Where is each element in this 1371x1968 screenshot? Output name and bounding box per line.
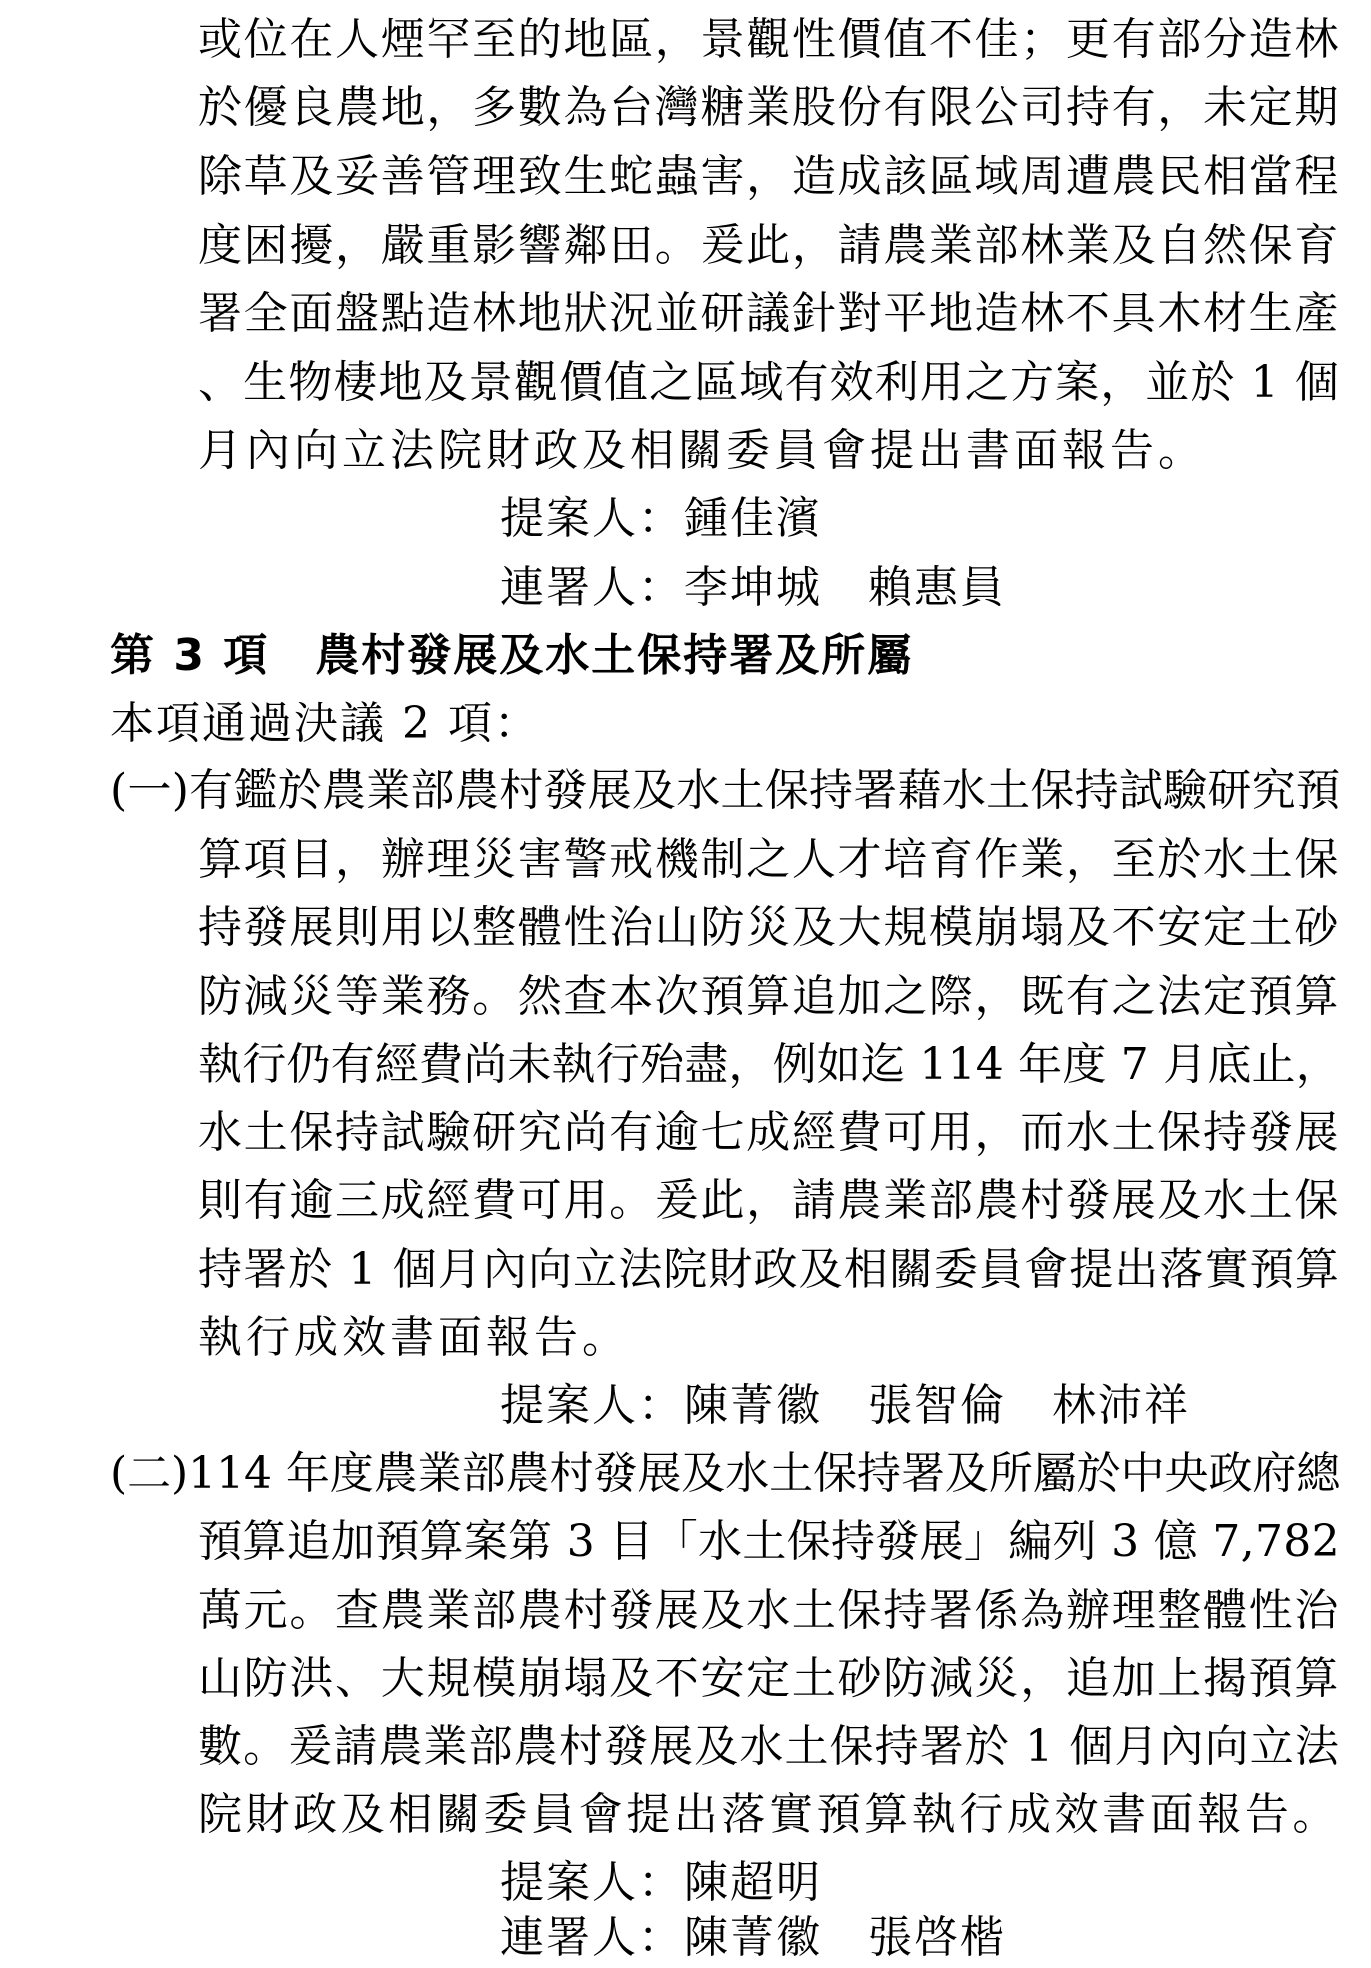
resolution1-line-6: 水土保持試驗研究尚有逾七成經費可用，而水土保持發展 [198, 1107, 1340, 1158]
carryover-line-2: 於優良農地，多數為台灣糖業股份有限公司持有，未定期 [198, 82, 1340, 133]
resolution1-proposer: 提案人：陳菁徽 張智倫 林沛祥 [500, 1380, 1190, 1431]
resolution2-line-1: (二)114 年度農業部農村發展及水土保持署及所屬於中央政府總 [110, 1448, 1341, 1499]
resolution2-cosigners: 連署人：陳菁徽 張啓楷 [500, 1912, 1006, 1963]
resolution2-line-4: 山防洪、大規模崩塌及不安定土砂防減災，追加上揭預算 [198, 1653, 1340, 1704]
resolution2-line-6: 院財政及相關委員會提出落實預算執行成效書面報告。 [198, 1789, 1340, 1840]
resolution2-proposer: 提案人：陳超明 [500, 1857, 822, 1908]
resolution1-line-4: 防減災等業務。然查本次預算追加之際，既有之法定預算 [198, 971, 1340, 1022]
resolution2-line-3: 萬元。查農業部農村發展及水土保持署係為辦理整體性治 [198, 1585, 1340, 1636]
carryover-line-4: 度困擾，嚴重影響鄰田。爰此，請農業部林業及自然保育 [198, 220, 1340, 271]
resolution2-line-2: 預算追加預算案第 3 目「水土保持發展」編列 3 億 7,782 [198, 1516, 1340, 1567]
carryover-line-7: 月內向立法院財政及相關委員會提出書面報告。 [198, 425, 1206, 476]
resolution1-line-8: 持署於 1 個月內向立法院財政及相關委員會提出落實預算 [198, 1244, 1340, 1295]
resolution1-line-3: 持發展則用以整體性治山防災及大規模崩塌及不安定土砂 [198, 902, 1340, 953]
section-heading: 第 3 項 農村發展及水土保持署及所屬 [110, 630, 914, 681]
carryover-line-3: 除草及妥善管理致生蛇蟲害，造成該區域周遭農民相當程 [198, 151, 1340, 202]
section-intro: 本項通過決議 2 項： [110, 698, 540, 749]
carryover-proposer: 提案人：鍾佳濱 [500, 493, 822, 544]
carryover-line-1: 或位在人煙罕至的地區，景觀性價值不佳；更有部分造林 [198, 14, 1340, 65]
resolution1-line-9: 執行成效書面報告。 [198, 1312, 630, 1363]
carryover-line-6: 、生物棲地及景觀價值之區域有效利用之方案，並於 1 個 [198, 357, 1340, 408]
resolution1-line-7: 則有逾三成經費可用。爰此，請農業部農村發展及水土保 [198, 1175, 1340, 1226]
resolution1-line-1: (一)有鑑於農業部農村發展及水土保持署藉水土保持試驗研究預 [110, 765, 1341, 816]
carryover-cosigners: 連署人：李坤城 賴惠員 [500, 562, 1006, 613]
resolution2-line-5: 數。爰請農業部農村發展及水土保持署於 1 個月內向立法 [198, 1721, 1340, 1772]
carryover-line-5: 署全面盤點造林地狀況並研議針對平地造林不具木材生產 [198, 288, 1340, 339]
resolution1-line-5: 執行仍有經費尚未執行殆盡，例如迄 114 年度 7 月底止， [198, 1039, 1340, 1090]
resolution1-line-2: 算項目，辦理災害警戒機制之人才培育作業，至於水土保 [198, 834, 1340, 885]
